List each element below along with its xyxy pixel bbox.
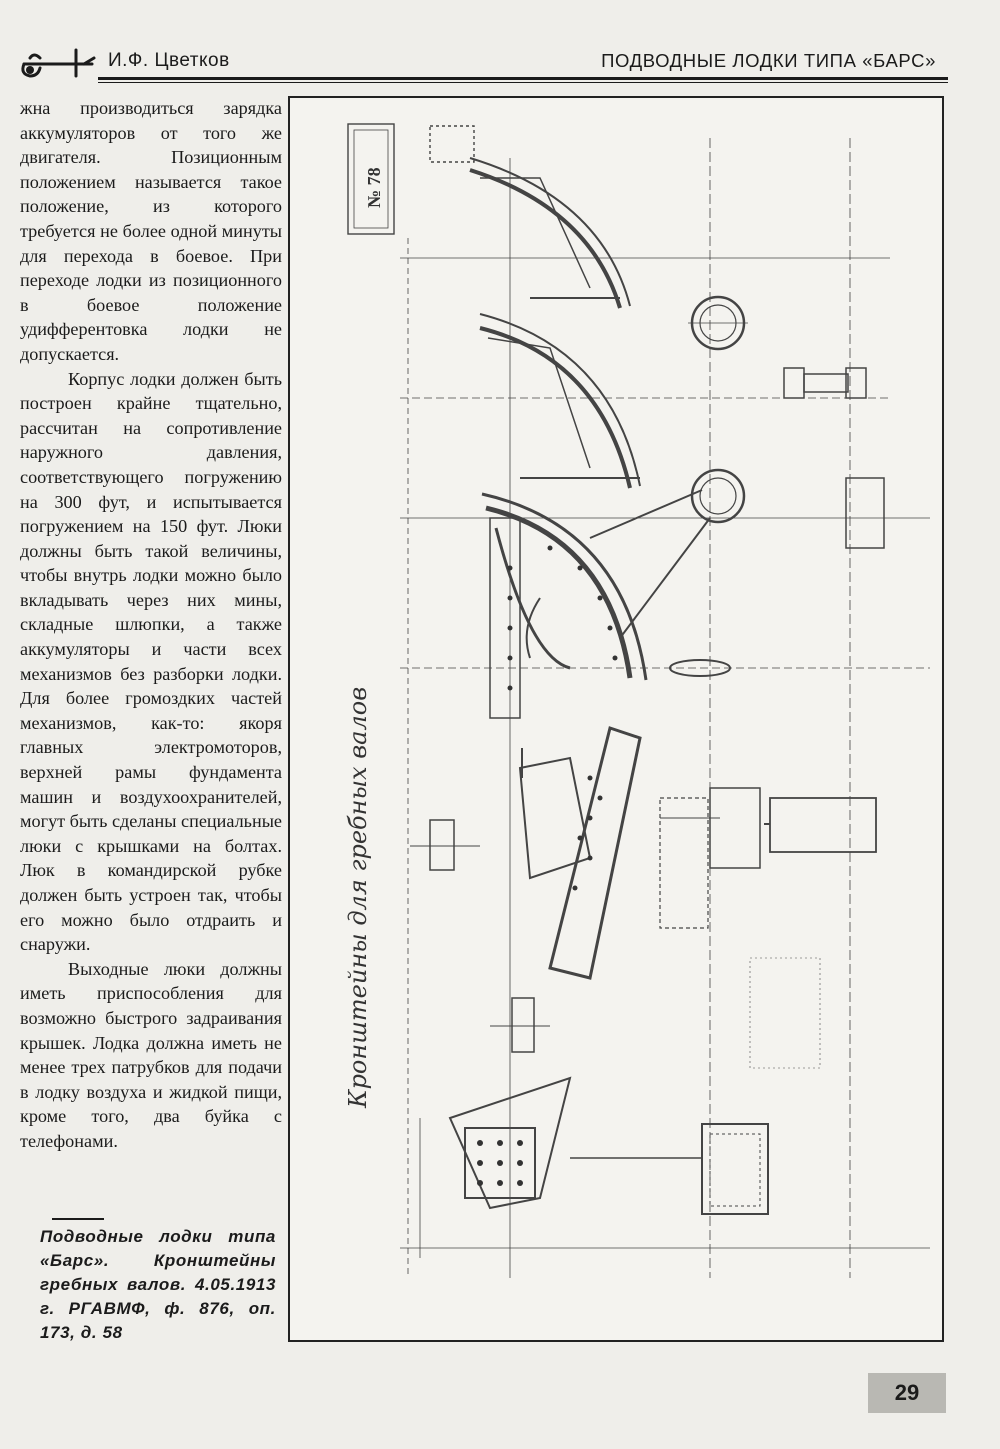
- stamp-text: № 78: [364, 167, 384, 208]
- running-head-author: И.Ф. Цветков: [108, 50, 230, 71]
- drawing-title: Кронштейны для гребных валов: [344, 686, 372, 1108]
- technical-drawing-figure: [288, 96, 944, 1342]
- paragraph-1: жна производиться зарядка аккумуляторов от того же двигателя. Позиционным положением называется такое положение, из которого требуется не более одной минуты для перехода в боевое. При переходе лодки из позиционного в боевое положение удифферентовка лодки не допускается.: [20, 98, 282, 364]
- paragraph-2: Корпус лодки должен быть построен крайне тщательно, рассчитан на сопротивление наружного давления, соответствующего погружению на 300 фут, и испытывается погружением на 150 фут. Люки должны быть такой величины, чтобы внутрь лодки можно было вкладывать через них мины, складные шлюпки, а также аккумуляторы и части всех механизмов без разборки лодки. Для более громоздких частей механизмов, как-то: якоря главных электромоторов, верхней рамы фундамента машин и воздухоохранителей, могут быть сделаны специальные люки с крышками на болтах. Люк в командирской рубке должен быть устроен так, чтобы его можно было отдраить и снаружи.: [20, 368, 282, 955]
- page-number: 29: [894, 1380, 920, 1405]
- page-number-box: [868, 1373, 946, 1413]
- caption-rule: [52, 1218, 104, 1220]
- figure-caption: Подводные лодки типа «Барс». Кронштейны гребных валов. 4.05.1913 г. РГАВМФ, ф. 876, оп. 173, д. 58: [40, 1227, 276, 1342]
- running-head-title: ПОДВОДНЫЕ ЛОДКИ ТИПА «БАРС»: [601, 50, 936, 71]
- anchor-logo-icon: [18, 38, 98, 82]
- header-rule: [98, 77, 948, 80]
- drawing-svg: [290, 98, 942, 1340]
- header-rule-thin: [98, 82, 948, 83]
- body-text-column: [20, 96, 282, 1154]
- paragraph-3: Выходные люки должны иметь приспособления для возможно быстрого задраивания крышек. Лодка должна иметь не менее трех патрубков для подачи в лодку воздуха и жидкой пищи, кроме того, два буйка с телефонами.: [20, 958, 282, 1151]
